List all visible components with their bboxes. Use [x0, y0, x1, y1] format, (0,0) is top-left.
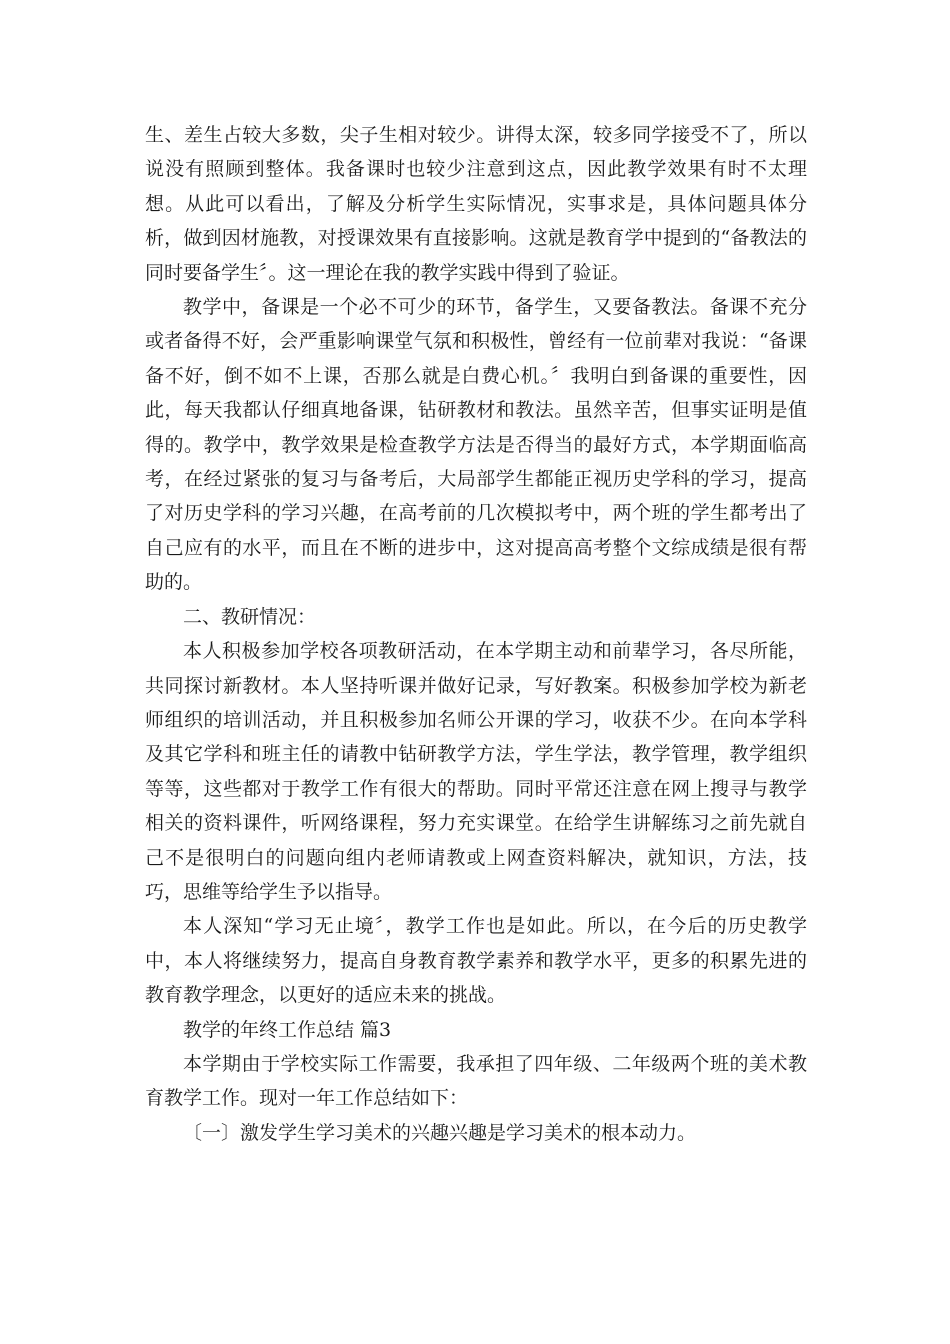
paragraph-1: 生、差生占较大多数，尖子生相对较少。讲得太深，较多同学接受不了，所以说没有照顾到整体。我备课时也较少注意到这点，因此教学效果有时不太理想。从此可以看出，了解及分析学生实际情况，实事求是，具体问题具体分析，做到因材施教，对授课效果有直接影响。这就是教育学中提到的“备教法的同时要备学生〞。这一理论在我的教学实践中得到了验证。 — [145, 124, 807, 284]
document-body — [145, 118, 807, 1150]
subheading-1: 〔一〕激发学生学习美术的兴趣兴趣是学习美术的根本动力。 — [183, 1121, 697, 1144]
paragraph-5: 本学期由于学校实际工作需要，我承担了四年级、二年级两个班的美术教育教学工作。现对一年工作总结如下： — [145, 1052, 807, 1110]
paragraph-3: 本人积极参加学校各项教研活动，在本学期主动和前辈学习，各尽所能，共同探讨新教材。本人坚持听课并做好记录，写好教案。积极参加学校为新老师组织的培训活动，并且积极参加名师公开课的学习，收获不少。在向本学科及其它学科和班主任的请教中钻研教学方法，学生学法，教学管理，教学组织等等，这些都对于教学工作有很大的帮助。同时平常还注意在网上搜寻与教学相关的资料课件，听网络课程，努力充实课堂。在给学生讲解练习之前先就自己不是很明白的问题向组内老师请教或上网查资料解决，就知识，方法，技巧，思维等给学生予以指导。 — [145, 640, 807, 903]
paragraph-4: 本人深知“学习无止境〞，教学工作也是如此。所以，在今后的历史教学中，本人将继续努力，提高自身教育教学素养和教学水平，更多的积累先进的教育教学理念，以更好的适应未来的挑战。 — [145, 915, 807, 1007]
paragraph-2: 教学中，备课是一个必不可少的环节，备学生，又要备教法。备课不充分或者备得不好，会严重影响课堂气氛和积极性，曾经有一位前辈对我说：“备课备不好，倒不如不上课，否那么就是白费心机。〞我明白到备课的重要性，因此，每天我都认仔细真地备课，钻研教材和教法。虽然辛苦，但事实证明是值得的。教学中，教学效果是检查教学方法是否得当的最好方式，本学期面临高考，在经过紧张的复习与备考后，大局部学生都能正视历史学科的学习，提高了对历史学科的学习兴趣，在高考前的几次模拟考中，两个班的学生都考出了自己应有的水平，而且在不断的进步中，这对提高高考整个文综成绩是很有帮助的。 — [145, 296, 807, 594]
article-title: 教学的年终工作总结 篇3 — [183, 1018, 392, 1041]
section-heading-research: 二、教研情况： — [183, 605, 317, 628]
